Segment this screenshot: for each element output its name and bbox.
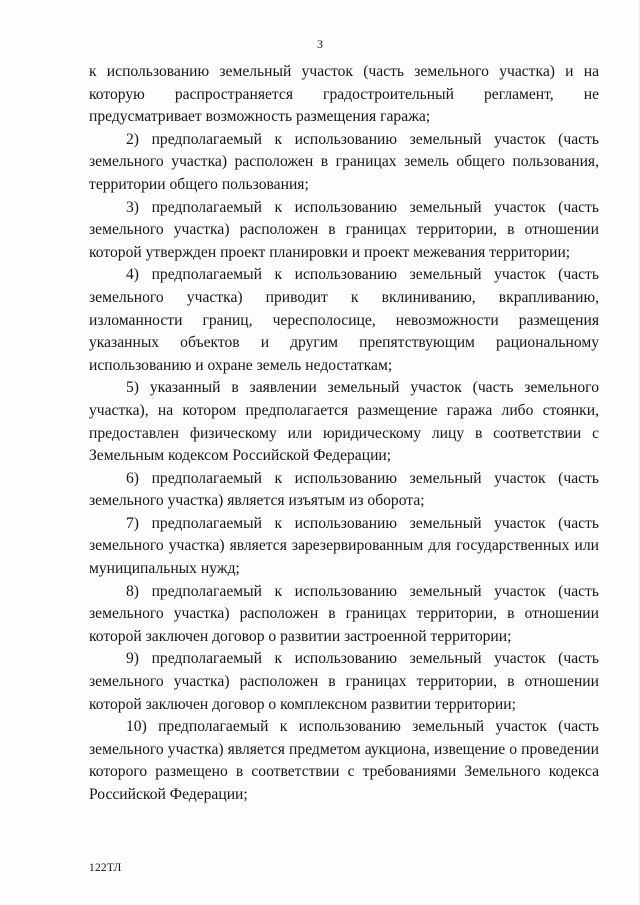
- document-code: 122ТЛ: [89, 862, 122, 874]
- page-number: 3: [317, 37, 323, 51]
- paragraph-item-7: 7) предполагаемый к использованию земельный участок (часть земельного участка) является зарезервированным для государственных или муниципальных нужд;: [89, 514, 599, 578]
- paragraph-item-8: 8) предполагаемый к использованию земельный участок (часть земельного участка) расположен в границах территории, в отношении которой заключен договор о развитии застроенной территории;: [89, 582, 599, 645]
- paragraph-item-4: 4) предполагаемый к использованию земельный участок (часть земельного участка) приводит к вклиниванию, вкрапливанию, изломанности границ, чересполосице, невозможности размещения указанных объектов и другим препятствующим рациональному использованию и охране земель недостаткам;: [89, 266, 599, 374]
- paragraph-item-6: 6) предполагаемый к использованию земельный участок (часть земельного участка) является изъятым из оборота;: [89, 469, 599, 510]
- paragraph-item-10: 10) предполагаемый к использованию земельный участок (часть земельного участка) является предметом аукциона, извещение о проведении которого размещено в соответствии с требованиями Земельного кодекса Российской Федерации;: [89, 718, 599, 803]
- paragraph-item-3: 3) предполагаемый к использованию земельный участок (часть земельного участка) расположен в границах территории, в отношении которой утвержден проект планировки и проект межевания территории;: [89, 198, 599, 261]
- paragraph-item-5: 5) указанный в заявлении земельный участок (часть земельного участка), на котором предполагается размещение гаража либо стоянки, предоставлен физическому или юридическому лицу в соответствии с Земельным кодексом Российской Федерации;: [89, 379, 599, 465]
- paragraph-item-9: 9) предполагаемый к использованию земельный участок (часть земельного участка) расположен в границах территории, в отношении которой заключен договор о комплексном развитии территории;: [89, 650, 599, 713]
- document-body: [89, 61, 599, 807]
- paragraph-item-2: 2) предполагаемый к использованию земельный участок (часть земельного участка) расположен в границах земель общего пользования, территории общего пользования;: [89, 130, 599, 193]
- paragraph-continuation: к использованию земельный участок (часть земельного участка) и на которую распространяется градостроительный регламент, не предусматривает возможность размещения гаража;: [89, 63, 599, 126]
